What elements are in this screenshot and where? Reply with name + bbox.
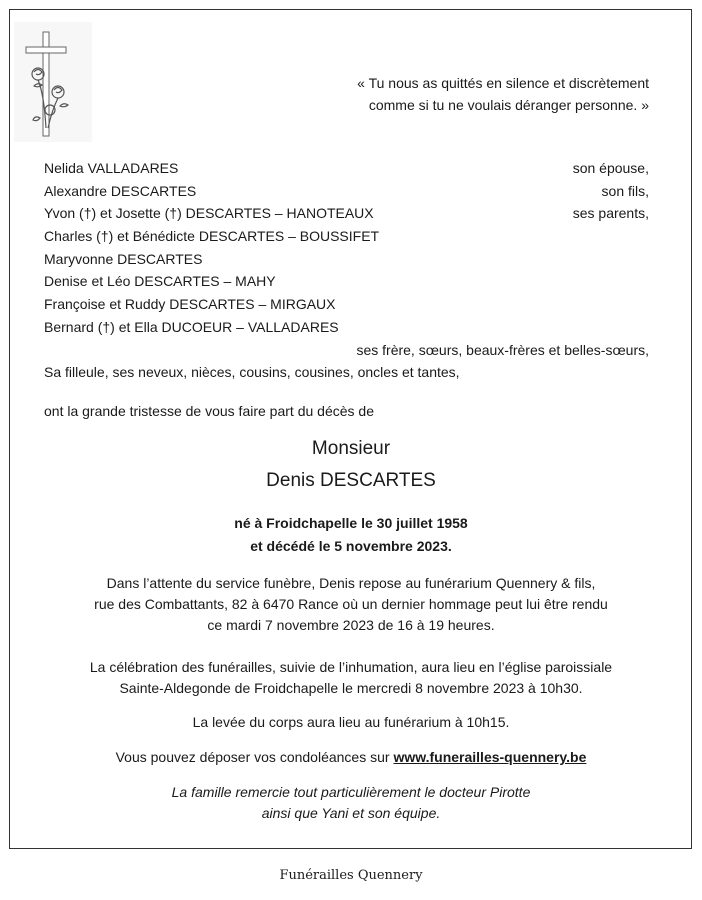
family-relation: ses frère, sœurs, beaux-frères et belles-sœurs, (356, 341, 649, 358)
visitation-info (20, 573, 682, 636)
family-row (44, 248, 649, 271)
cross-with-roses-icon (14, 22, 92, 142)
family-row (44, 270, 649, 293)
deceased-name: Denis DESCARTES (266, 470, 436, 491)
family-row (44, 293, 649, 316)
family-name: Yvon (†) et Josette (†) DESCARTES – HANOTEAUX (44, 205, 374, 222)
funeral-line-2: Sainte-Aldegonde de Froidchapelle le mercredi 8 novembre 2023 à 10h30. (119, 680, 583, 696)
visitation-line-2: rue des Combattants, 82 à 6470 Rance où un dernier hommage peut lui être rendu (94, 596, 608, 612)
levee-info: La levée du corps aura lieu au funérarium à 10h15. (192, 714, 510, 730)
family-name: Nelida VALLADARES (44, 160, 179, 176)
family-row (44, 339, 649, 362)
thanks-line-2: ainsi que Yani et son équipe. (261, 805, 441, 821)
family-relation: son épouse, (572, 160, 649, 176)
family-row (44, 316, 649, 339)
condolences-info (20, 747, 682, 768)
family-name: Françoise et Ruddy DESCARTES – MIRGAUX (44, 296, 336, 313)
family-relation: ses parents, (572, 205, 649, 222)
family-row (44, 361, 649, 384)
death-line: et décédé le 5 novembre 2023. (250, 538, 452, 554)
deceased-title: Monsieur (311, 438, 391, 459)
family-row (44, 157, 649, 180)
funeral-line-1: La célébration des funérailles, suivie de l’inhumation, aura lieu en l’église paroissiale (89, 659, 613, 675)
family-row (44, 202, 649, 225)
family-name: Charles (†) et Bénédicte DESCARTES – BOUSSIFET (44, 228, 380, 245)
visitation-line-1: Dans l’attente du service funèbre, Denis repose au funérarium Quennery & fils, (106, 575, 596, 591)
family-name: Denise et Léo DESCARTES – MAHY (44, 273, 276, 290)
family-row (44, 225, 649, 248)
condolences-link[interactable]: www.funerailles-quennery.be (393, 749, 587, 765)
family-relation: son fils, (601, 182, 649, 199)
family-name: Sa filleule, ses neveux, nièces, cousins, cousines, oncles et tantes, (44, 364, 460, 381)
announcement-intro: ont la grande tristesse de vous faire part du décès de (44, 403, 374, 419)
family-name: Bernard (†) et Ella DUCOEUR – VALLADARES (44, 318, 339, 335)
epitaph-quote (357, 72, 649, 116)
family-row (44, 180, 649, 203)
birth-line: né à Froidchapelle le 30 juillet 1958 (234, 515, 468, 531)
quote-line-2: comme si tu ne voulais déranger personne. » (368, 97, 649, 113)
family-list (44, 157, 649, 384)
condolences-text: Vous pouvez déposer vos condoléances sur (115, 749, 394, 765)
footer-credit: Funérailles Quennery (279, 868, 423, 883)
visitation-line-3: ce mardi 7 novembre 2023 de 16 à 19 heures. (207, 617, 495, 633)
quote-line-1: « Tu nous as quittés en silence et discrètement (357, 75, 649, 91)
family-name: Alexandre DESCARTES (44, 182, 197, 199)
thanks-line-1: La famille remercie tout particulièrement le docteur Pirotte (171, 784, 531, 800)
thanks-note (20, 782, 682, 824)
funeral-info (20, 657, 682, 699)
family-name: Maryvonne DESCARTES (44, 250, 203, 267)
